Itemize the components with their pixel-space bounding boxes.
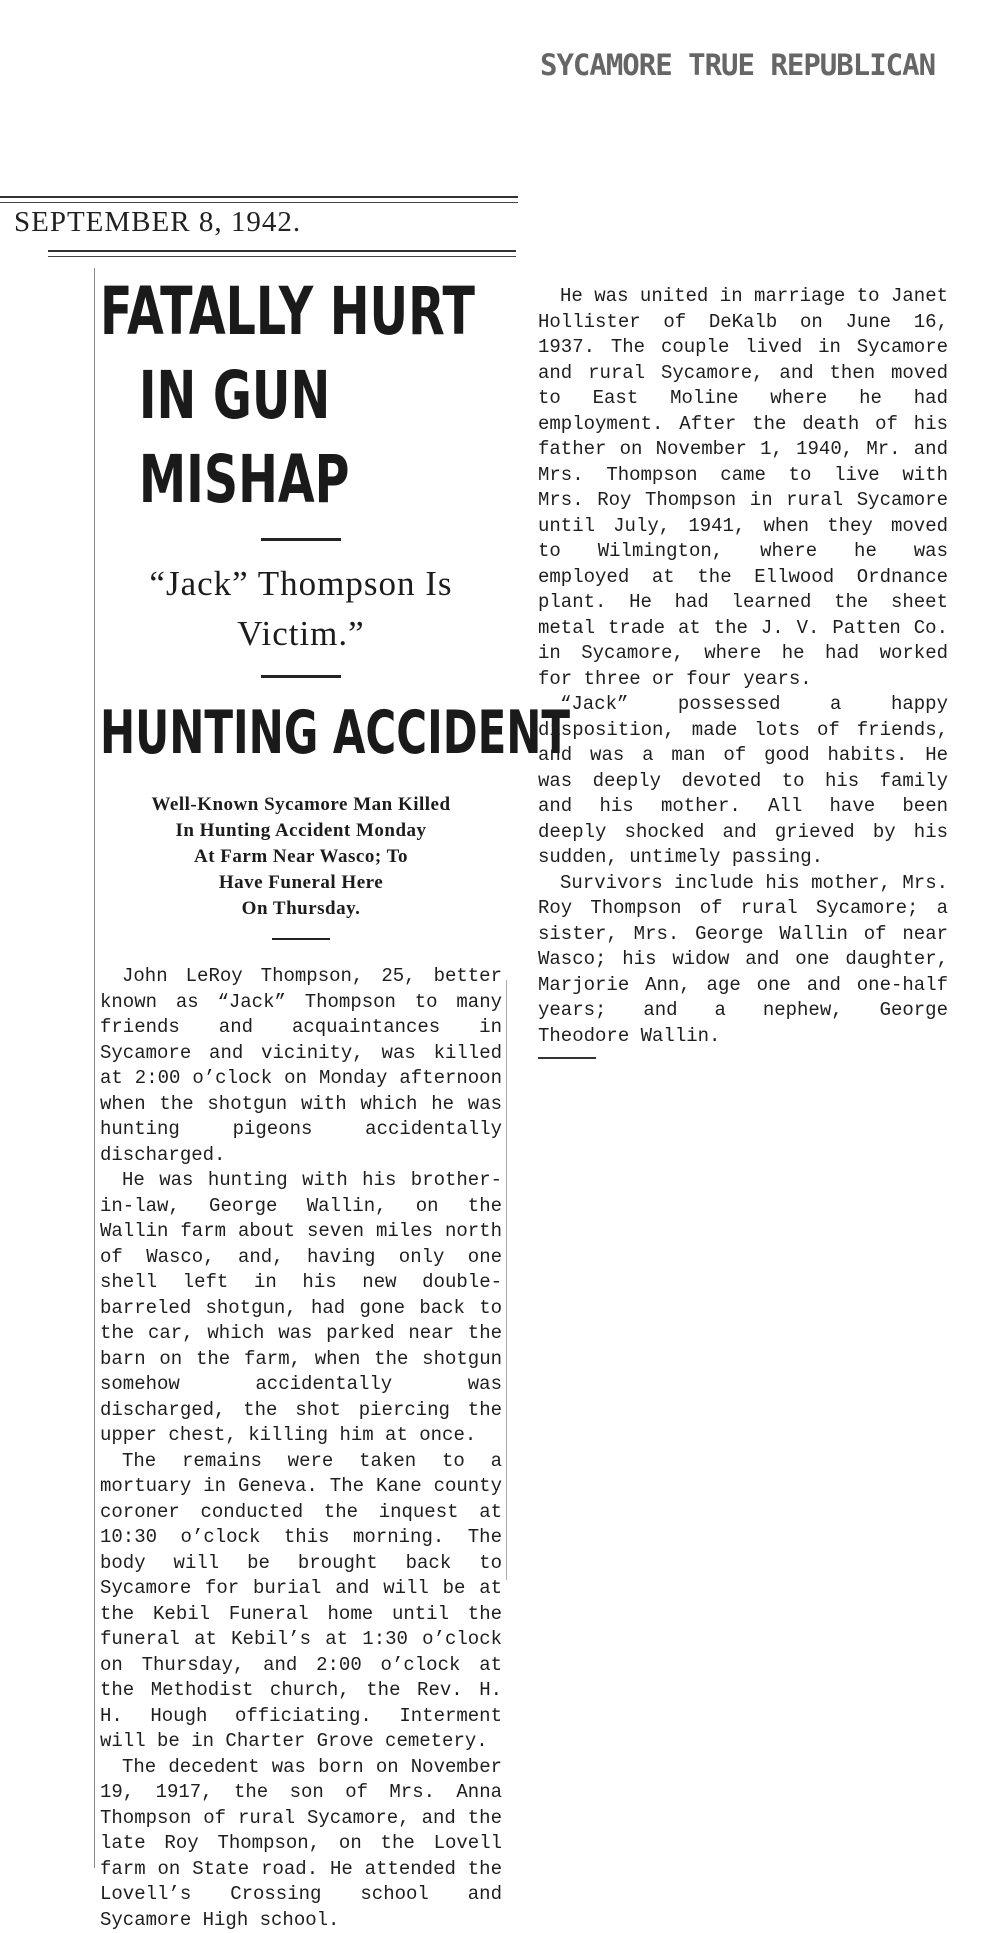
paragraph-5: He was united in marriage to Janet Hollister of DeKalb on June 16, 1937. The couple lived in Sycamore and rural Sycamore, and then moved to East Moline where he had employment. After the death of his father on November 1, 1940, Mr. and Mrs. Thompson came to live with Mrs. Roy Thompson in rural Sycamore until July, 1941, when they moved to Wilmington, where he was employed at the Ellwood Ordnance plant. He had learned the sheet metal trade at the J. V. Patten Co. in Sycamore, where he had worked for three or four years. — [538, 284, 948, 692]
subdeck — [100, 792, 502, 922]
deck — [100, 559, 502, 659]
paragraph-4: The decedent was born on November 19, 1917, the son of Mrs. Anna Thompson of rural Sycamore, and the late Roy Thompson, on the Lovell farm on State road. He attended the Lovell’s Crossing school and Sycamore High school. — [100, 1755, 502, 1933]
article-column-1 — [100, 270, 502, 1933]
paragraph-7: Survivors include his mother, Mrs. Roy Thompson of rural Sycamore; a sister, Mrs. George Wallin of near Wasco; his widow and one daughter, Marjorie Ann, age one and one-half years; and a nephew, George Theodore Wallin. — [538, 871, 948, 1050]
secondary-headline: HUNTING ACCIDENT — [100, 698, 506, 768]
column-rule-left — [94, 268, 95, 1868]
subdeck-separator — [272, 938, 330, 940]
deck-line-2: Victim.” — [100, 609, 502, 659]
dateline: SEPTEMBER 8, 1942. — [14, 206, 301, 239]
headline-separator — [261, 538, 341, 541]
paragraph-2: He was hunting with his brother-in-law, George Wallin, on the Wallin farm about seven miles north of Wasco, and, having only one shell left in his new double-barreled shotgun, had gone back to the car, which was parked near the barn on the farm, when the shotgun somehow accidentally was discharged, the shot piercing the upper chest, killing him at once. — [100, 1168, 502, 1449]
subdeck-line-5: On Thursday. — [100, 896, 502, 922]
dateline-rule-thin — [48, 256, 516, 257]
end-rule — [538, 1057, 596, 1059]
headline-line-2: IN GUN MISHAP — [100, 354, 503, 522]
paragraph-3: The remains were taken to a mortuary in Geneva. The Kane county coroner conducted the inquest at 10:30 o’clock this morning. The body will be brought back to Sycamore for burial and will be at the Kebil Funeral home until the funeral at Kebil’s at 1:30 o’clock on Thursday, and 2:00 o’clock at the Methodist church, the Rev. H. H. Hough officiating. Interment will be in Charter Grove cemetery. — [100, 1449, 502, 1755]
top-rule-thin — [0, 202, 518, 203]
deck-separator — [261, 675, 341, 678]
headline-line-1: FATALLY HURT — [100, 273, 475, 350]
top-rule — [0, 196, 518, 198]
dateline-rule — [48, 250, 516, 252]
paragraph-6: “Jack” possessed a happy disposition, made lots of friends, and was a man of good habits. He was deeply devoted to his family and his mother. All have been deeply shocked and grieved by his sudden, untimely passing. — [538, 692, 948, 871]
article-body-col-1 — [100, 964, 502, 1933]
subdeck-line-1: Well-Known Sycamore Man Killed — [100, 792, 502, 818]
headline — [100, 270, 503, 522]
article-body-col-2 — [538, 284, 948, 1049]
subdeck-line-3: At Farm Near Wasco; To — [100, 844, 502, 870]
paragraph-1: John LeRoy Thompson, 25, better known as “Jack” Thompson to many friends and acquaintances in Sycamore and vicinity, was killed at 2:00 o’clock on Monday afternoon when the shotgun with which he was hunting pigeons accidentally discharged. — [100, 964, 502, 1168]
newspaper-stamp: SYCAMORE TRUE REPUBLICAN — [540, 48, 980, 82]
deck-line-1: “Jack” Thompson Is — [100, 559, 502, 609]
subdeck-line-4: Have Funeral Here — [100, 870, 502, 896]
column-rule-middle — [506, 980, 507, 1580]
subdeck-line-2: In Hunting Accident Monday — [100, 818, 502, 844]
article-column-2 — [538, 284, 948, 1059]
